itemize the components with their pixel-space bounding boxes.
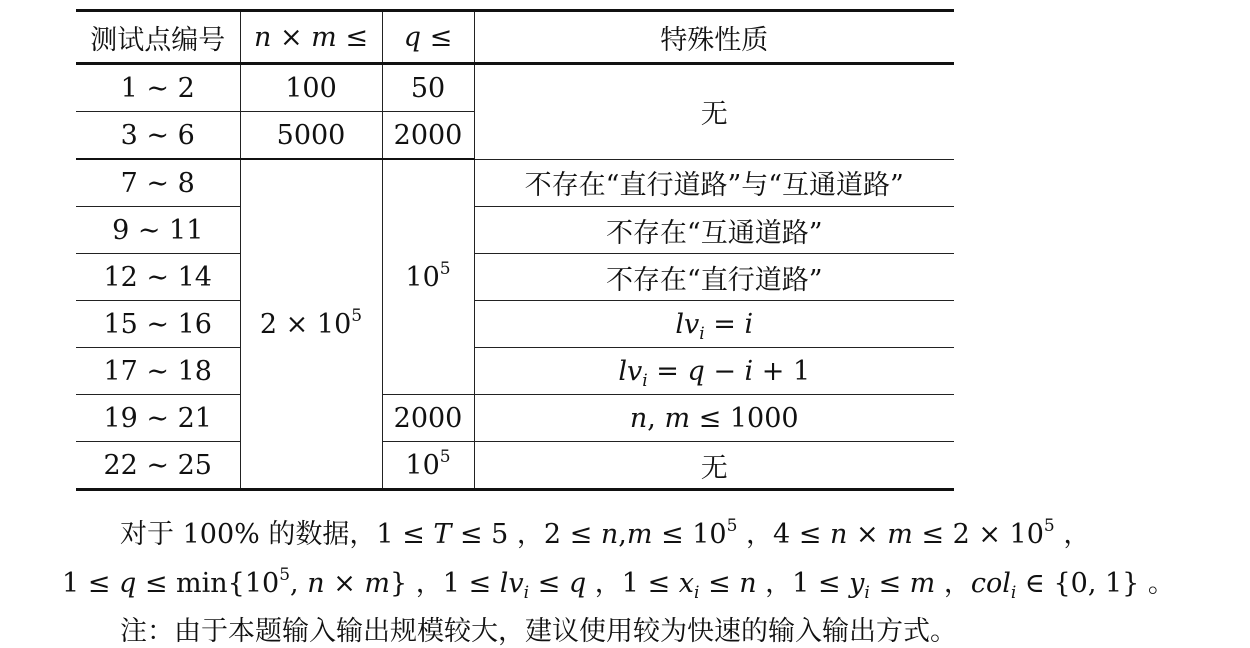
- cell-q-merged: $10^5$: [382, 159, 474, 395]
- constraints-line-2: $1 \le q \le \min\{10^5$, n × m} ，$1 \le lv_i \le q$ ，$1 \le x_i \le n$ ，$1 \le y_i \le m$ ，col$_i$ ∈ {0, 1} 。: [62, 565, 1175, 603]
- cell-id: 1 ∼ 2: [76, 64, 240, 112]
- header-q: q ≤: [382, 11, 474, 64]
- cell-id: 15 ∼ 16: [76, 301, 240, 348]
- cell-prop-none: 无: [474, 64, 954, 160]
- io-note: 注：由于本题输入输出规模较大，建议使用较为快速的输入输出方式。: [120, 616, 957, 647]
- cell-id: 12 ∼ 14: [76, 254, 240, 301]
- test-data-table: [76, 9, 954, 491]
- cell-prop: 不存在“互通道路”: [474, 207, 954, 254]
- cell-prop: n, m ≤ 1000: [474, 395, 954, 442]
- cell-id: 7 ∼ 8: [76, 159, 240, 207]
- table-row: [76, 348, 954, 395]
- cell-id: 19 ∼ 21: [76, 395, 240, 442]
- table-header-row: [76, 11, 954, 64]
- cell-nm: 5000: [240, 112, 382, 160]
- table-row: [76, 64, 954, 112]
- cell-prop: $lv_i = q - i + 1$: [474, 348, 954, 395]
- cell-prop: $lv_i = i$: [474, 301, 954, 348]
- table-row: [76, 442, 954, 490]
- cell-q: 2000: [382, 112, 474, 160]
- table-row: [76, 159, 954, 207]
- cell-nm: 100: [240, 64, 382, 112]
- header-testpoint: 测试点编号: [76, 11, 240, 64]
- table-row: [76, 395, 954, 442]
- cell-id: 9 ∼ 11: [76, 207, 240, 254]
- cell-prop: 不存在“直行道路”: [474, 254, 954, 301]
- header-property: 特殊性质: [474, 11, 954, 64]
- table-row: [76, 254, 954, 301]
- cell-q: 50: [382, 64, 474, 112]
- table-row: [76, 207, 954, 254]
- cell-prop: 无: [474, 442, 954, 490]
- header-nm: n × m ≤: [240, 11, 382, 64]
- cell-id: 17 ∼ 18: [76, 348, 240, 395]
- cell-q: $10^5$: [382, 442, 474, 490]
- cell-id: 22 ∼ 25: [76, 442, 240, 490]
- table-row: [76, 301, 954, 348]
- cell-nm-merged: $2 \times 10^5$: [240, 159, 382, 490]
- cell-q: 2000: [382, 395, 474, 442]
- constraints-line-1: 对于 100% 的数据，1 ≤ T ≤ 5 ，$2 \le n,m \le 10^5$ ，$4 \le n \times m \le 2 \times 10^5$ ，: [120, 516, 1091, 550]
- cell-prop: 不存在“直行道路”与“互通道路”: [474, 159, 954, 207]
- cell-id: 3 ∼ 6: [76, 112, 240, 160]
